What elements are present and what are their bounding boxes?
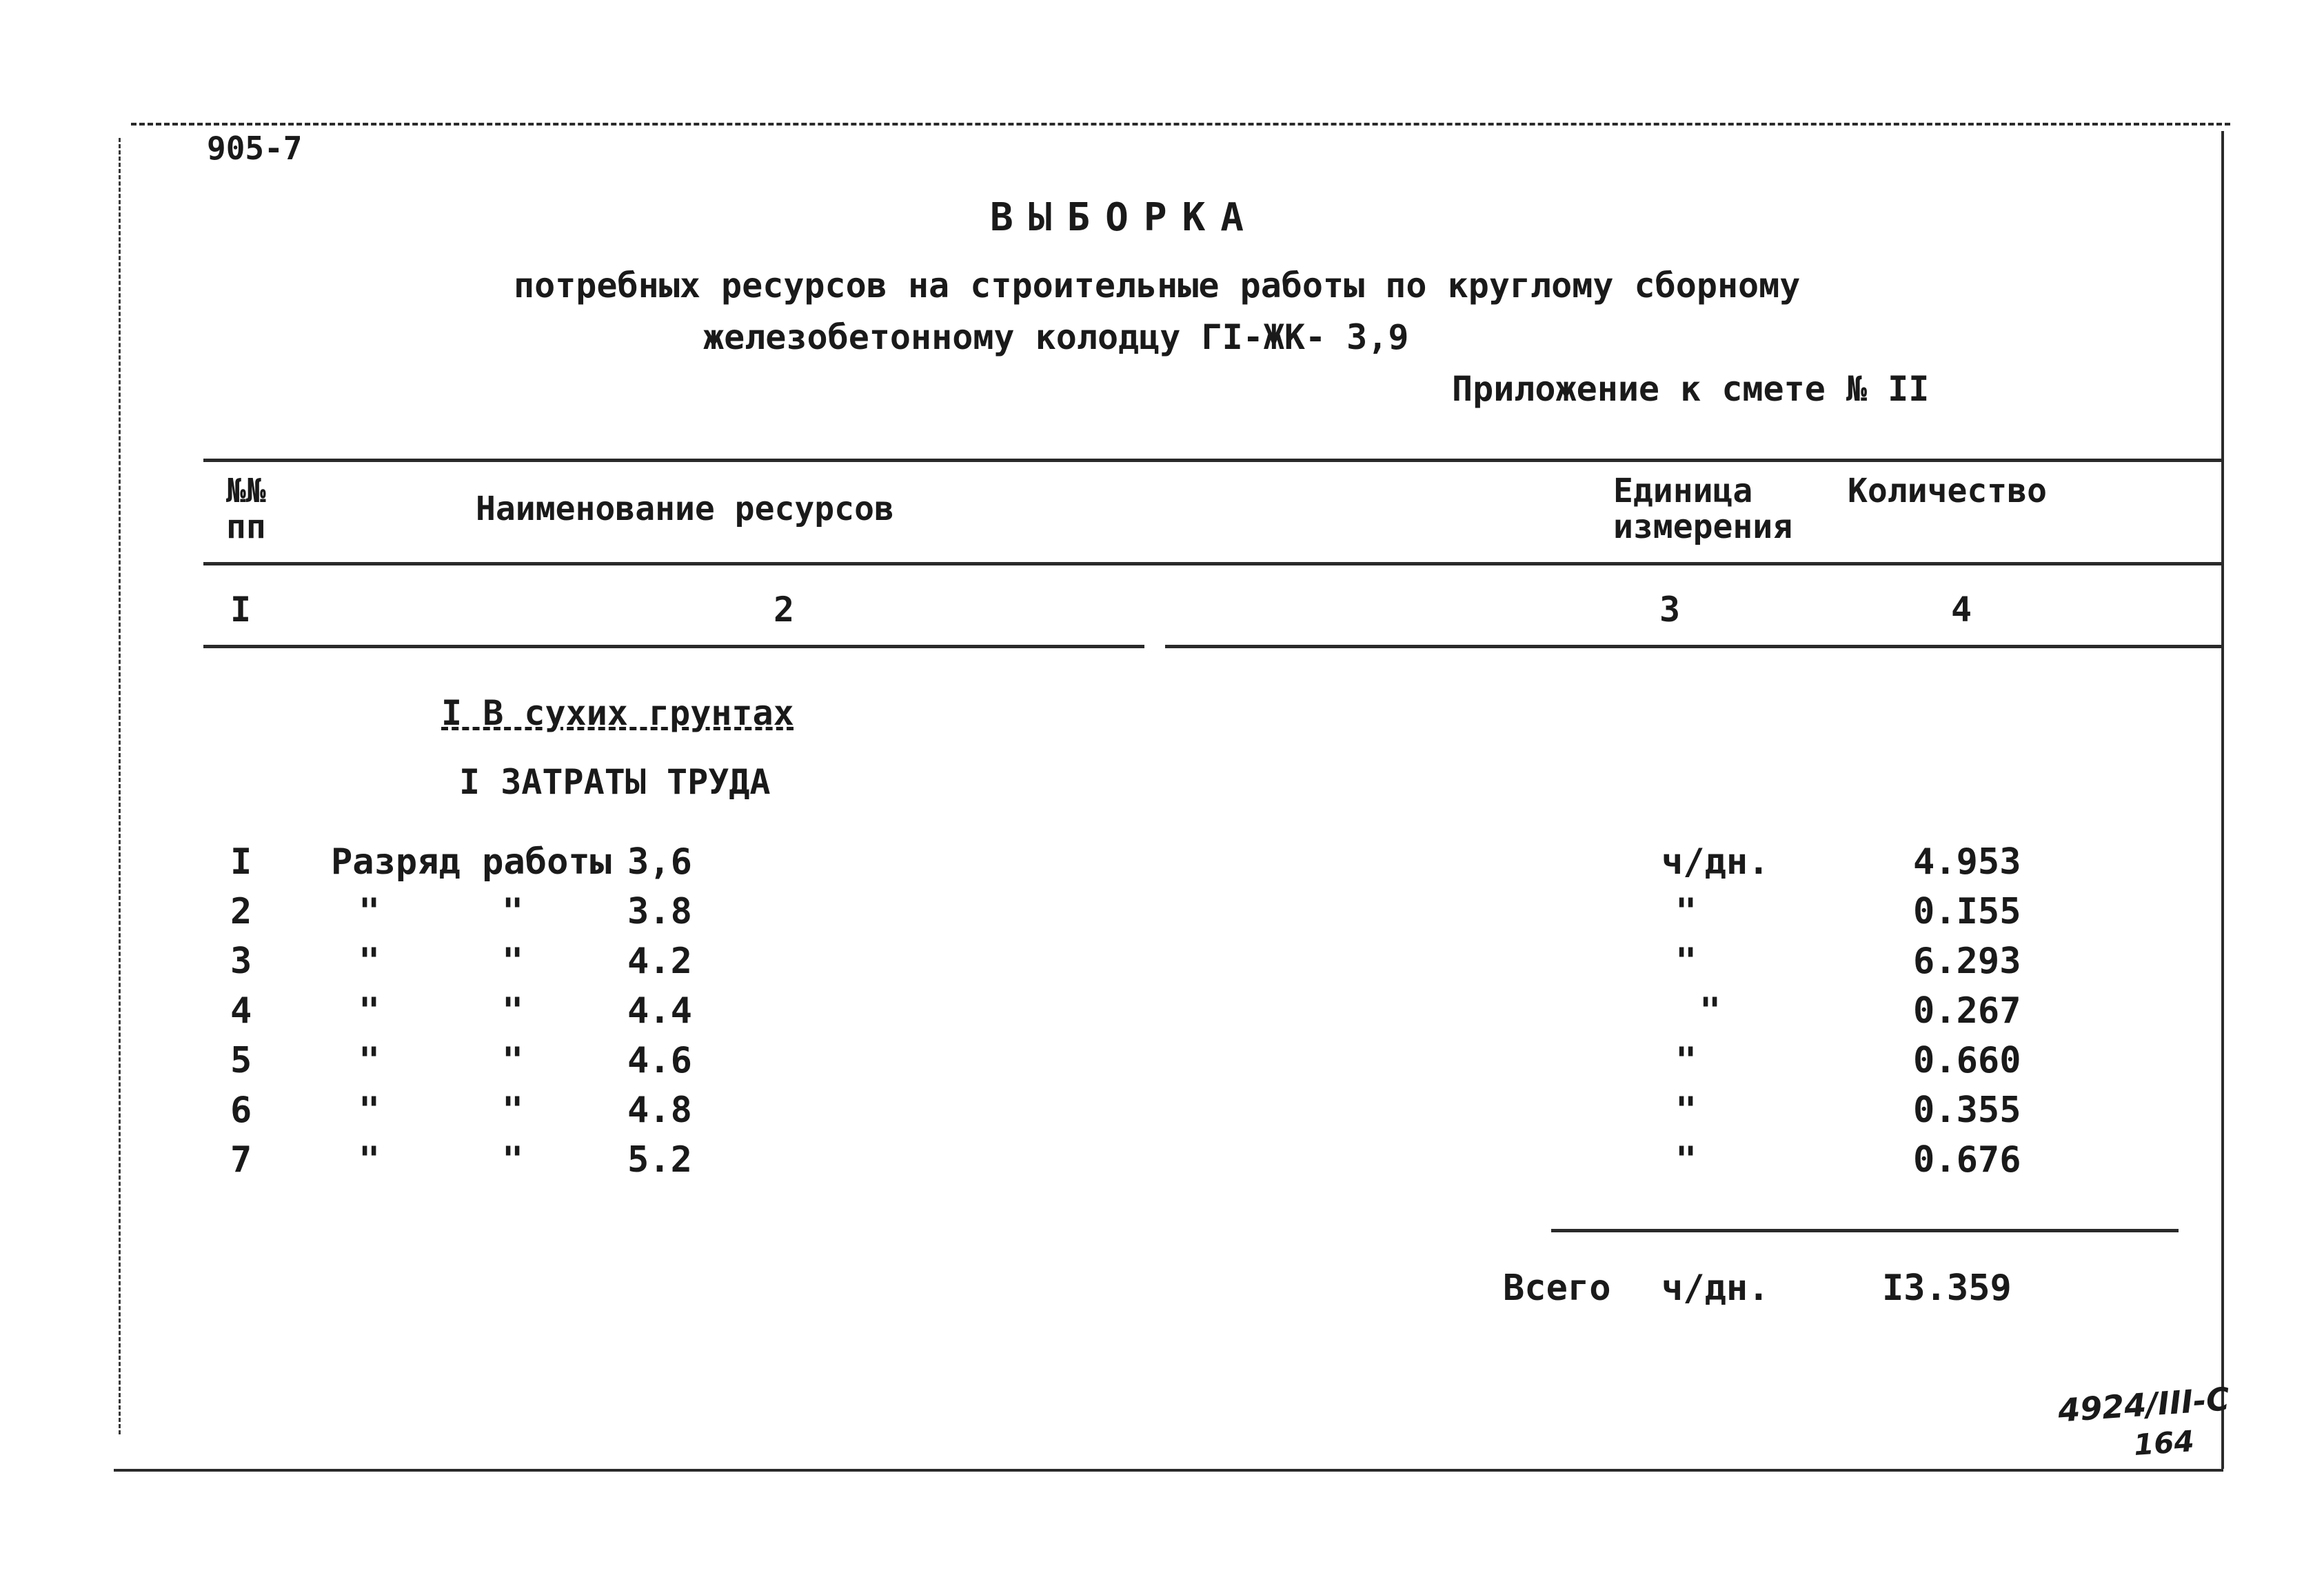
- column-number-3: 3: [1659, 590, 1681, 630]
- table-row-unit: ": [1675, 1139, 1697, 1181]
- header-unit-line1: Единица: [1613, 472, 1753, 510]
- table-row-grade: 3,6: [627, 841, 692, 883]
- table-row-ditto-2: ": [502, 1040, 524, 1081]
- table-row-ditto-1: ": [358, 1040, 381, 1081]
- column-number-1: I: [230, 590, 252, 630]
- table-row-unit: ": [1699, 990, 1721, 1032]
- total-label: Всего: [1503, 1268, 1611, 1309]
- header-resource-name: Наименование ресурсов: [476, 490, 894, 528]
- column-numbers-rule-right: [1165, 645, 2222, 648]
- table-row-grade: 4.4: [627, 990, 692, 1032]
- table-row-quantity: 0.267: [1913, 990, 2021, 1032]
- table-row-grade: 4.2: [627, 941, 692, 982]
- table-row-ditto-1: ": [358, 990, 381, 1032]
- document-subtitle-line2: железобетонному колодцу ГI-ЖК- 3,9: [703, 317, 1409, 357]
- frame-right-border: [2221, 131, 2224, 1469]
- table-row-number: 5: [230, 1040, 252, 1081]
- table-row-quantity: 4.953: [1913, 841, 2021, 883]
- archive-stamp-sheet: 164: [2132, 1424, 2196, 1462]
- table-row-ditto-2: ": [502, 990, 524, 1032]
- header-quantity: Количество: [1848, 472, 2047, 510]
- table-row-quantity: 6.293: [1913, 941, 2021, 982]
- table-row-unit: ": [1675, 1090, 1697, 1131]
- table-row-number: 3: [230, 941, 252, 982]
- frame-bottom-border: [114, 1469, 2223, 1472]
- frame-left-border: [119, 138, 121, 1434]
- table-row-ditto-1: ": [358, 891, 381, 932]
- table-row-ditto-2: ": [502, 1090, 524, 1131]
- table-row-ditto-2: ": [502, 891, 524, 932]
- table-row-number: 7: [230, 1139, 252, 1181]
- table-row-number: 6: [230, 1090, 252, 1131]
- table-row-quantity: 0.I55: [1913, 891, 2021, 932]
- table-row-number: I: [230, 841, 252, 883]
- table-row-ditto-2: ": [502, 941, 524, 982]
- document-subtitle-line1: потребных ресурсов на строительные работы по круглому сборному: [514, 266, 1801, 305]
- subsection-title: I ЗАТРАТЫ ТРУДА: [459, 762, 771, 802]
- table-row-quantity: 0.355: [1913, 1090, 2021, 1131]
- header-row-number-line2: пп: [226, 508, 266, 546]
- table-row-grade: 4.6: [627, 1040, 692, 1081]
- table-row-ditto-2: ": [502, 1139, 524, 1181]
- header-row-number: [226, 473, 266, 545]
- table-row-unit: ": [1675, 941, 1697, 982]
- table-row-grade: 4.8: [627, 1090, 692, 1131]
- table-row-unit: ": [1675, 1040, 1697, 1081]
- table-row-ditto-1: ": [358, 1090, 381, 1131]
- header-unit-line2: измерения: [1613, 508, 1793, 546]
- table-row-quantity: 0.676: [1913, 1139, 2021, 1181]
- table-row-unit: ч/дн.: [1661, 841, 1770, 883]
- column-numbers-rule-left: [203, 645, 1144, 648]
- table-row-number: 4: [230, 990, 252, 1032]
- table-row-label: Разряд работы: [331, 841, 612, 883]
- table-row-quantity: 0.660: [1913, 1040, 2021, 1081]
- table-row-ditto-1: ": [358, 1139, 381, 1181]
- total-unit: ч/дн.: [1661, 1268, 1770, 1309]
- archive-stamp-number: 4924/III-С: [2057, 1380, 2231, 1430]
- appendix-note: Приложение к смете № II: [1452, 369, 1930, 409]
- table-row-number: 2: [230, 891, 252, 932]
- header-unit: [1613, 473, 1792, 545]
- total-rule: [1551, 1229, 2179, 1232]
- column-number-4: 4: [1951, 590, 1972, 630]
- table-row-grade: 3.8: [627, 891, 692, 932]
- section-title: I В сухих грунтах: [441, 693, 794, 733]
- column-number-2: 2: [774, 590, 795, 630]
- table-header-rule: [203, 562, 2222, 565]
- document-title: ВЫБОРКА: [990, 195, 1260, 240]
- table-top-rule: [203, 459, 2222, 462]
- table-row-unit: ": [1675, 891, 1697, 932]
- document-code: 905-7: [207, 130, 303, 167]
- frame-top-border: [131, 123, 2230, 126]
- table-row-grade: 5.2: [627, 1139, 692, 1181]
- table-row-ditto-1: ": [358, 941, 381, 982]
- header-row-number-line1: №№: [226, 472, 266, 510]
- total-value: I3.359: [1882, 1268, 2012, 1309]
